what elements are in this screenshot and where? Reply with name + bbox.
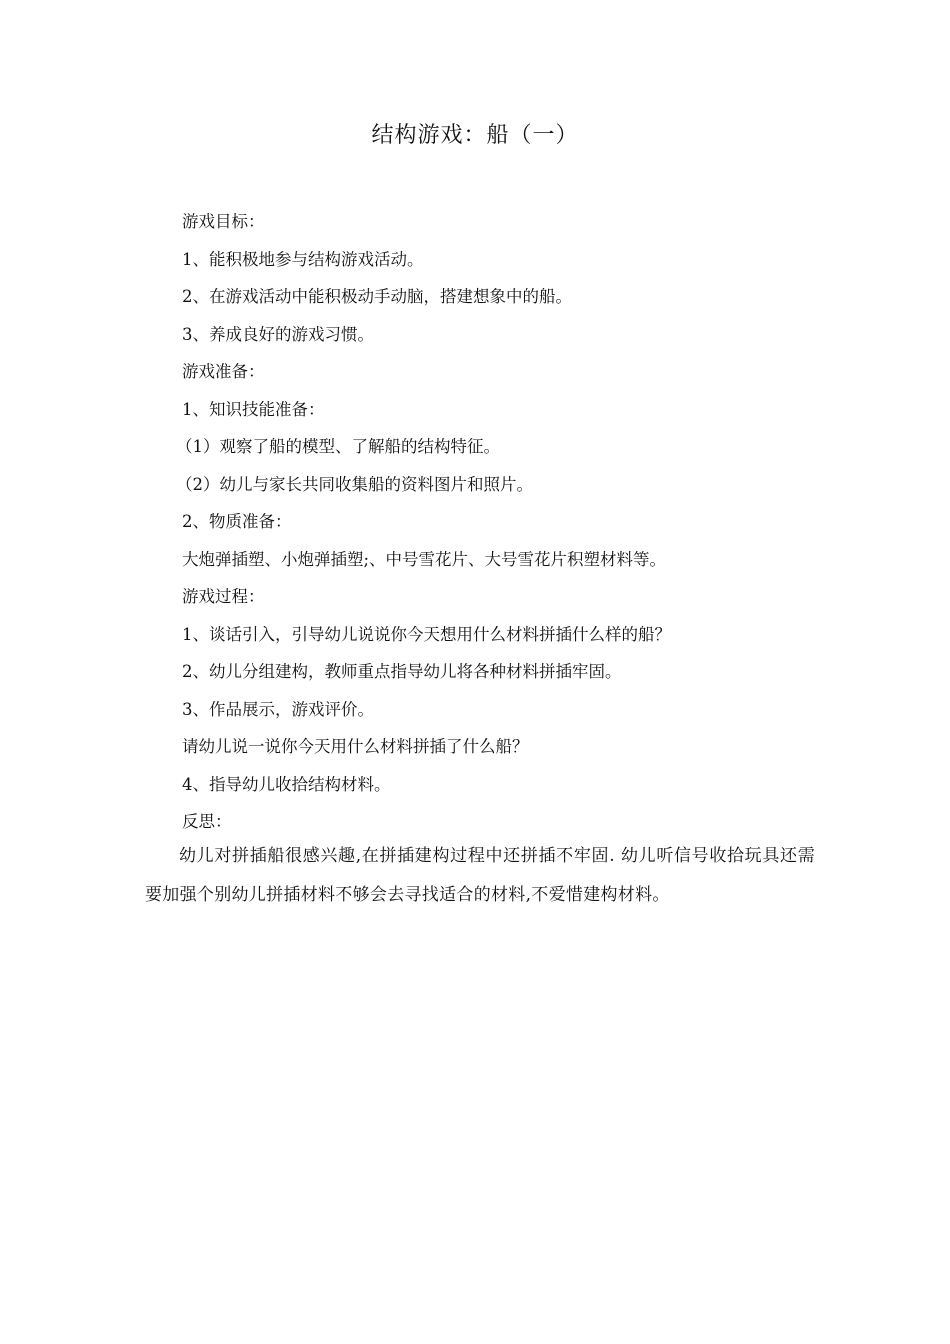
preparation-subitem-2: （2）幼儿与家长共同收集船的资料图片和照片。 [176, 474, 533, 494]
process-item-2: 2、幼儿分组建构，教师重点指导幼儿将各种材料拼插牢固。 [182, 662, 622, 681]
section-heading-goals: 游戏目标： [182, 212, 265, 231]
section-heading-preparation: 游戏准备： [182, 362, 265, 381]
process-item-3-detail: 请幼儿说一说你今天用什么材料拼插了什么船？ [182, 737, 529, 756]
reflection-paragraph: 幼儿对拼插船很感兴趣,在拼插建构过程中还拼插不牢固. 幼儿听信号收拾玩具还需要加强个别幼儿拼插材料不够会去寻找适合的材料,不爱惜建构材料。 [145, 846, 815, 905]
process-item-1: 1、谈话引入，引导幼儿说说你今天想用什么材料拼插什么样的船？ [182, 624, 671, 644]
section-heading-reflection: 反思： [182, 812, 232, 831]
goal-item-1: 1、能积极地参与结构游戏活动。 [182, 249, 424, 269]
goal-item-2: 2、在游戏活动中能积极动手动脑，搭建想象中的船。 [182, 287, 572, 306]
materials-list: 大炮弹插塑、小炮弹插塑;、中号雪花片、大号雪花片积塑材料等。 [182, 549, 667, 569]
preparation-subitem-1: （1）观察了船的模型、了解船的结构特征。 [176, 437, 500, 456]
process-item-3: 3、作品展示，游戏评价。 [182, 699, 374, 719]
goal-item-3: 3、养成良好的游戏习惯。 [182, 324, 374, 344]
section-heading-process: 游戏过程： [182, 587, 265, 606]
process-item-4: 4、指导幼儿收拾结构材料。 [182, 774, 391, 794]
preparation-item-1: 1、知识技能准备： [182, 399, 325, 419]
document-title: 结构游戏：船（一） [371, 123, 579, 148]
preparation-item-2: 2、物质准备： [182, 512, 292, 531]
document-body [176, 203, 822, 841]
